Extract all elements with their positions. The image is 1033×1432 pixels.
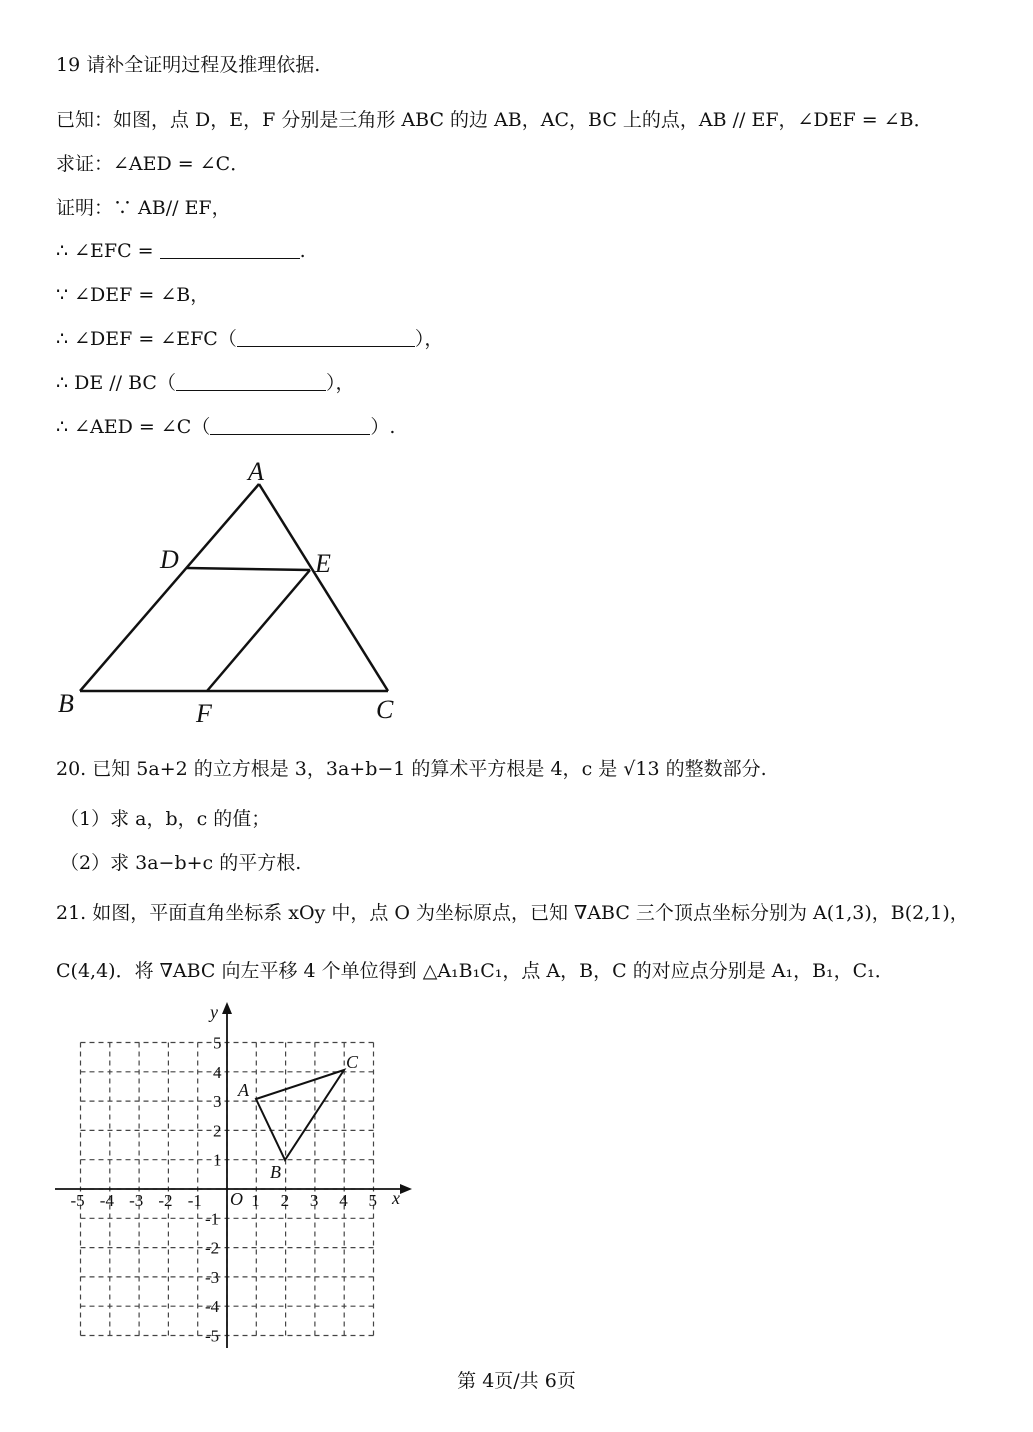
- label-c: C: [376, 695, 394, 724]
- x-axis-label: x: [392, 1188, 400, 1208]
- y-tick-label: -2: [205, 1238, 220, 1258]
- x-tick-label: -4: [99, 1191, 114, 1210]
- x-tick-label: -2: [158, 1191, 173, 1210]
- y-tick-label: 2: [213, 1121, 222, 1141]
- y-tick-label: -1: [205, 1209, 220, 1229]
- x-tick-label: 1: [251, 1191, 260, 1210]
- x-axis-arrow-icon: [400, 1184, 412, 1194]
- answer-blank-reason-2[interactable]: [176, 372, 326, 391]
- x-tick-label: -1: [187, 1191, 202, 1210]
- q19-proof-step-3: ∵ ∠DEF = ∠B，: [56, 284, 210, 306]
- q19-proof-step-4: ∴ ∠DEF = ∠EFC（ ），: [56, 328, 444, 350]
- x-tick-label: -3: [129, 1191, 144, 1210]
- x-tick-label: 4: [339, 1191, 348, 1210]
- y-tick-label: 5: [213, 1033, 222, 1053]
- page-number: 第 4页/共 6页: [457, 1370, 576, 1392]
- y-tick-label: -4: [205, 1297, 220, 1317]
- point-b-label: B: [270, 1162, 281, 1182]
- x-tick-label: 3: [309, 1191, 319, 1210]
- q21-line-2: C(4,4)．将 ∇ABC 向左平移 4 个单位得到 △A₁B₁C₁，点 A，B，C 的对应点分别是 A₁，B₁，C₁．: [56, 960, 894, 982]
- q19-title: 19 请补全证明过程及推理依据.: [56, 54, 321, 76]
- q19-prove: 求证：∠AED = ∠C．: [56, 153, 250, 175]
- answer-blank-reason-3[interactable]: [210, 416, 370, 435]
- label-e: E: [315, 549, 331, 578]
- answer-blank-reason-1[interactable]: [237, 328, 415, 347]
- y-tick-label: -3: [205, 1267, 220, 1287]
- segment-de: [187, 568, 310, 570]
- y-tick-label: -5: [205, 1326, 220, 1346]
- y-axis-arrow-icon: [222, 1002, 232, 1014]
- label-d: D: [160, 545, 179, 574]
- y-tick-label: 4: [213, 1062, 222, 1082]
- triangle-figure: [40, 450, 420, 740]
- x-tick-label: 5: [368, 1191, 377, 1210]
- y-axis-label: y: [210, 1002, 218, 1022]
- triangle-abc: [256, 1070, 344, 1160]
- answer-blank-efc[interactable]: [160, 240, 300, 259]
- q19-proof-step-1: 证明：∵ AB// EF，: [56, 197, 231, 219]
- q19-proof-step-6: ∴ ∠AED = ∠C（ ）.: [56, 416, 396, 438]
- point-a-label: A: [238, 1080, 249, 1100]
- label-b: B: [58, 689, 74, 718]
- x-tick-label: 2: [280, 1191, 290, 1210]
- q21-line-1: 21. 如图，平面直角坐标系 xOy 中，点 O 为坐标原点，已知 ∇ABC 三个顶点坐标分别为 A(1,3)，B(2,1)，: [56, 902, 969, 924]
- q19-proof-step-2: ∴ ∠EFC = .: [56, 240, 306, 262]
- point-c-label: C: [346, 1052, 359, 1072]
- side-ac: [259, 484, 388, 691]
- q20-part-1: （1）求 a，b，c 的值；: [60, 808, 271, 830]
- label-f: F: [196, 699, 212, 728]
- label-a: A: [248, 457, 264, 486]
- q19-proof-step-5: ∴ DE // BC（ ），: [56, 372, 355, 394]
- segment-ef: [207, 570, 310, 691]
- q20-stem: 20. 已知 5a+2 的立方根是 3，3a+b−1 的算术平方根是 4，c 是 √13 的整数部分.: [56, 758, 767, 780]
- x-tick-label: -5: [70, 1191, 85, 1210]
- y-tick-label: 3: [213, 1092, 222, 1112]
- q19-given: 已知：如图，点 D，E，F 分别是三角形 ABC 的边 AB，AC，BC 上的点，AB // EF，∠DEF = ∠B．: [56, 109, 933, 131]
- origin-label: O: [230, 1189, 243, 1209]
- coordinate-grid: [50, 1000, 420, 1360]
- y-tick-label: 1: [213, 1150, 222, 1170]
- q20-part-2: （2）求 3a−b+c 的平方根.: [60, 852, 302, 874]
